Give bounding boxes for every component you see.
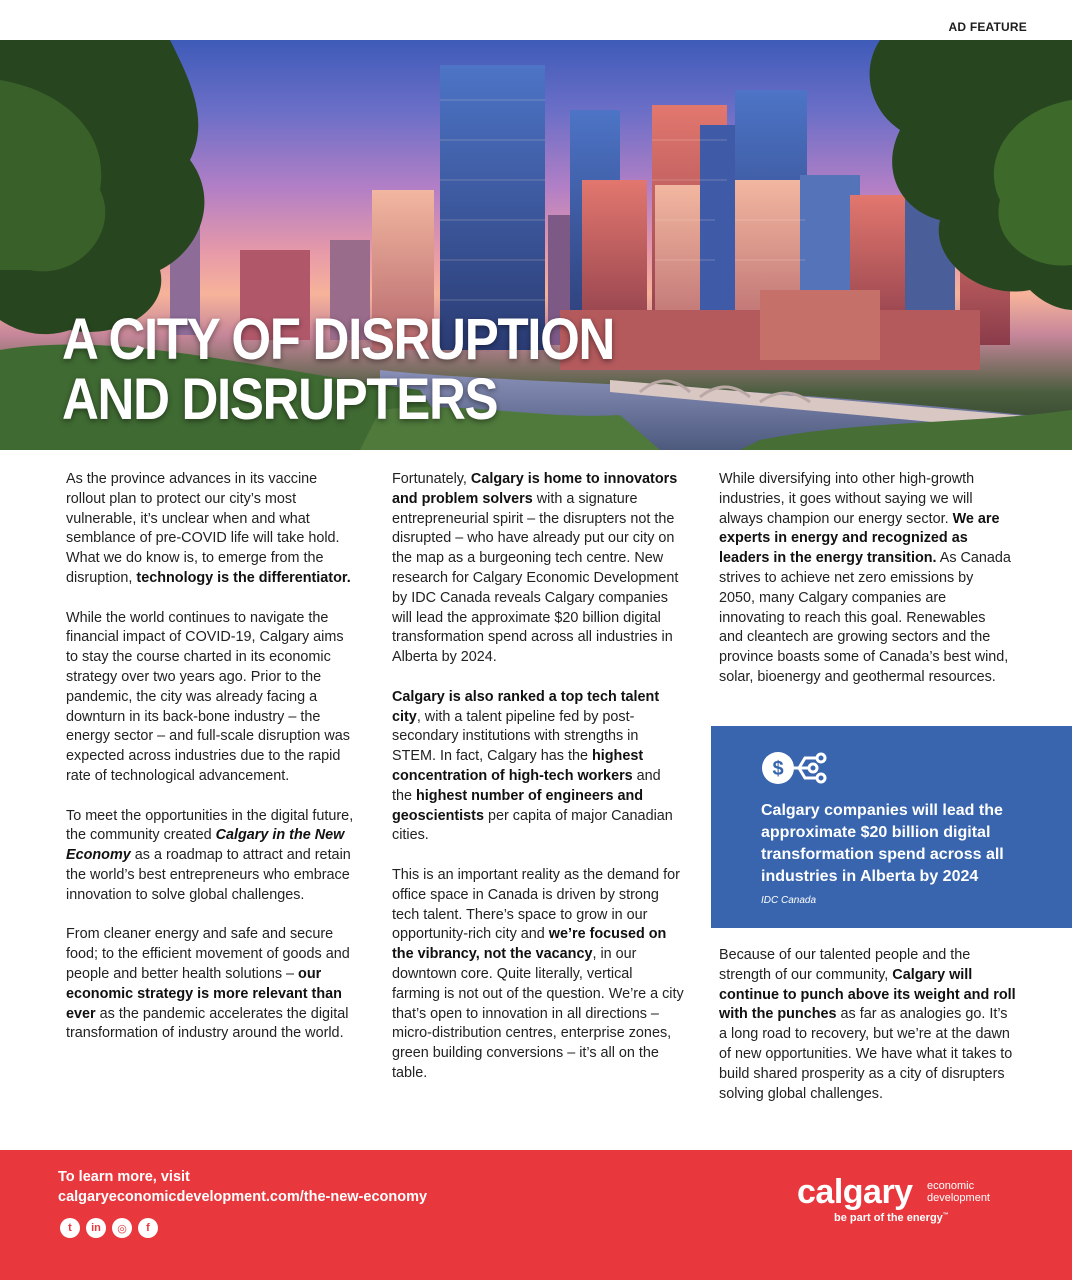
logo-wordmark: calgary	[797, 1173, 913, 1211]
hero-image	[0, 40, 1072, 450]
title-line-2: AND DISRUPTERS	[62, 367, 498, 432]
paragraph: As the province advances in its vaccine rollout plan to protect our city’s most vulnerable, it’s unclear when and what semblance of pre-COVID life will take hold. What we do know is, to emerge from the disruption, technology is the differentiator.	[66, 471, 351, 586]
logo-tagline: be part of the energy™	[834, 1212, 949, 1224]
instagram-icon[interactable]: ◎	[112, 1218, 132, 1238]
callout-source: IDC Canada	[761, 895, 817, 906]
paragraph: Calgary is also ranked a top tech talent city, with a talent pipeline fed by post-secondary institutions with strengths in STEM. In fact, Calgary has the highest concentration of high-tech workers and the highest number of engineers and geoscientists per capita of major Canadian cities.	[392, 688, 673, 844]
paragraph: From cleaner energy and safe and secure food; to the efficient movement of goods and people and better health solutions – our economic strategy is more relevant than ever as the pandemic accelerates the digital transformation of industry around the world.	[66, 926, 350, 1042]
learn-more	[58, 1167, 427, 1207]
logo-subtitle: economic development	[927, 1180, 990, 1204]
paragraph: Fortunately, Calgary is home to innovators and problem solvers with a signature entrepreneurial spirit – the disrupters not the disrupted – who have already put our city on the map as a burgeoning tech centre. New research for Calgary Economic Development by IDC Canada reveals Calgary companies will lead the approximate $20 billion digital transformation spend across all industries in Alberta by 2024.	[392, 471, 679, 666]
ad-feature-label: AD FEATURE	[948, 20, 1027, 34]
callout-box	[711, 726, 1072, 928]
paragraph: This is an important reality as the demand for office space in Canada is driven by strong tech talent. There’s space to grow in our opportunity-rich city and we’re focused on the vibrancy, not the vacancy, in our downtown core. Quite literally, vertical farming is not out of the question. We’re a city that’s open to innovation in all directions – micro-distribution centres, enterprise zones, green building conversions – it’s all on the table.	[392, 866, 684, 1081]
learn-more-link[interactable]: calgaryeconomicdevelopment.com/the-new-economy	[58, 1189, 428, 1205]
title-line-1: A CITY OF DISRUPTION	[62, 307, 615, 372]
calgary-economic-development-logo	[797, 1172, 1007, 1232]
svg-text:$: $	[772, 758, 784, 780]
footer-banner	[0, 1150, 1072, 1280]
paragraph: While the world continues to navigate the financial impact of COVID-19, Calgary aims to stay the course charted in its economic strategy over two years ago. Prior to the pandemic, the city was already facing a downturn in its back-bone industry – the energy sector – and full-scale disruption was expected across industries due to the rapid rate of technological advancement.	[66, 609, 350, 784]
twitter-icon[interactable]: t	[60, 1218, 80, 1238]
facebook-icon[interactable]: f	[138, 1218, 158, 1238]
paragraph: To meet the opportunities in the digital future, the community created Calgary in the New Economy as a roadmap to attract and retain the world’s best entrepreneurs who embrace innovation to solve global challenges.	[66, 807, 354, 903]
dollar-network-icon	[761, 748, 831, 793]
paragraph: Because of our talented people and the strength of our community, Calgary will continue to punch above its weight and roll with the punches as far as analogies go. It’s a long road to recovery, but we’re at the dawn of new opportunities. We have what it takes to build shared prosperity as a city of disrupters solving global challenges.	[719, 947, 1016, 1102]
article-column-1	[66, 470, 358, 1064]
article-column-2	[392, 470, 684, 1104]
article-column-3	[719, 470, 1011, 708]
learn-more-label: To learn more, visit	[58, 1169, 190, 1185]
social-links	[60, 1218, 158, 1238]
linkedin-icon[interactable]: in	[86, 1218, 106, 1238]
callout-quote: Calgary companies will lead the approximate $20 billion digital transformation spend across all industries in Alberta by 2024	[761, 802, 1004, 885]
article-column-3-continued	[719, 946, 1019, 1104]
paragraph: While diversifying into other high-growth industries, it goes without saying we will always champion our energy sector. We are experts in energy and recognized as leaders in the energy transition. As Canada strives to achieve net zero emissions by 2050, many Calgary companies are innovating to reach this goal. Renewables and cleantech are growing sectors and the province boasts some of Canada’s best wind, solar, bioenergy and geothermal resources.	[719, 471, 1011, 685]
page-title	[62, 307, 615, 432]
